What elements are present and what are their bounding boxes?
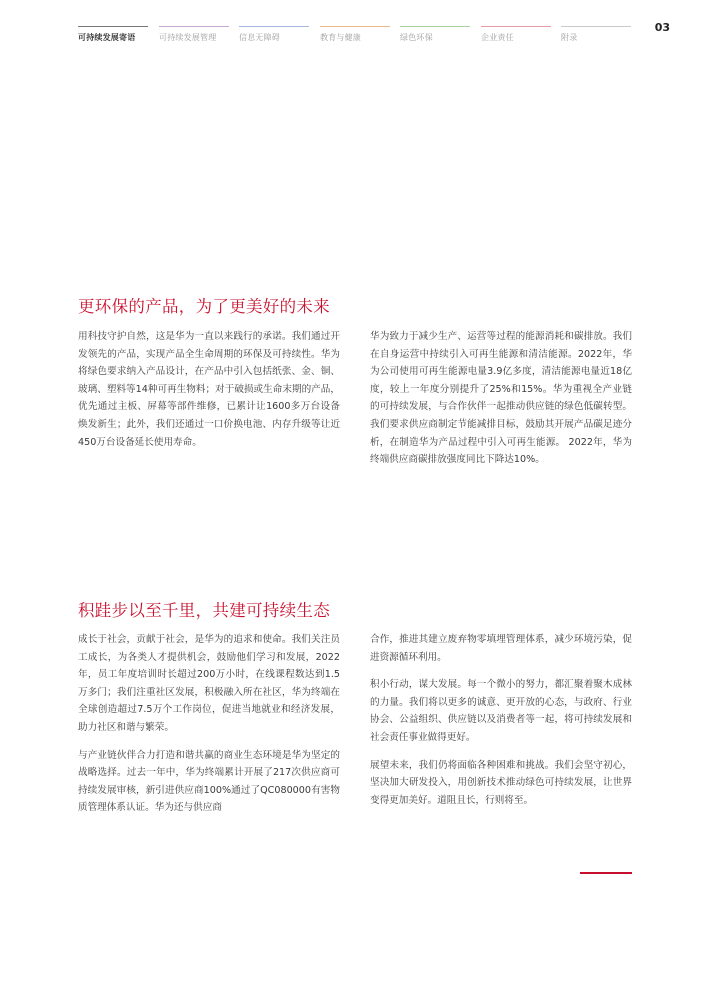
tab-underline xyxy=(481,26,551,27)
tab-underline xyxy=(400,26,470,27)
tab-underline xyxy=(78,26,148,27)
tab-label: 附录 xyxy=(561,33,578,42)
tab-label: 绿色环保 xyxy=(400,33,433,42)
section1-left-column xyxy=(78,328,340,461)
tab-label: 企业责任 xyxy=(481,33,514,42)
tab-underline xyxy=(239,26,309,27)
footer-accent-line xyxy=(580,872,632,874)
tab-underline xyxy=(561,26,631,27)
tab-label: 可持续发展寄语 xyxy=(78,33,136,42)
tab-underline xyxy=(320,26,390,27)
section2-right-column xyxy=(370,631,632,819)
section2-left-column xyxy=(78,631,340,827)
paragraph: 与产业链伙伴合力打造和谐共赢的商业生态环境是华为坚定的战略选择。过去一年中，华为终端累计开展了217次供应商可持续发展审核，新引进供应商100%通过了QC080000有害物质管理体系认证。华为还与供应商 xyxy=(78,749,340,814)
section-heading-sustainable-ecosystem: 积跬步以至千里，共建可持续生态 xyxy=(78,601,330,620)
paragraph: 展望未来，我们仍将面临各种困难和挑战。我们会坚守初心，坚决加大研发投入，用创新技术推动绿色可持续发展，让世界变得更加美好。道阻且长，行则将至。 xyxy=(370,759,632,806)
tab-label: 可持续发展管理 xyxy=(159,33,217,42)
paragraph: 成长于社会，贡献于社会，是华为的追求和使命。我们关注员工成长，为各类人才提供机会，鼓励他们学习和发展，2022年，员工年度培训时长超过200万小时，在线课程数达到1.5万多门；我们注重社区发展，积极融入所在社区，华为终端在全球创造超过7.5万个工作岗位，促进当地就业和经济发展，助力社区和谐与繁荣。 xyxy=(78,634,340,733)
paragraph: 用科技守护自然，这是华为一直以来践行的承诺。我们通过开发领先的产品，实现产品全生命周期的环保及可持续性。华为将绿色要求纳入产品设计，在产品中引入包括纸张、金、铜、玻璃、塑料等14种可再生物料；对于破损或生命末期的产品，优先通过主板、屏幕等部件维修，已累计让1600多万台设备焕发新生；此外，我们还通过一口价换电池、内存升级等让近450万台设备延长使用寿命。 xyxy=(78,331,340,448)
tab-label: 信息无障碍 xyxy=(239,33,280,42)
paragraph: 积小行动，谋大发展。每一个微小的努力，都汇聚着聚木成林的力量。我们将以更多的诚意、更开放的心态，与政府、行业协会、公益组织、供应链以及消费者等一起，将可持续发展和社会责任事业做得更好。 xyxy=(370,679,632,743)
tab-underline xyxy=(159,26,229,27)
tab-label: 教育与健康 xyxy=(320,33,361,42)
paragraph: 华为致力于减少生产、运营等过程的能源消耗和碳排放。我们在自身运营中持续引入可再生能源和清洁能源。2022年，华为公司使用可再生能源电量3.9亿多度，清洁能源电量近18亿度，较上一年度分别提升了25%和15%。华为重视全产业链的可持续发展，与合作伙伴一起推动供应链的绿色低碳转型。我们要求供应商制定节能减排目标，鼓励其开展产品碳足迹分析，在制造华为产品过程中引入可再生能源。 2022年，华为终端供应商碳排放强度同比下降达10%。 xyxy=(370,331,632,466)
section1-right-column xyxy=(370,328,632,479)
section-nav xyxy=(78,26,632,46)
page-number: 03 xyxy=(654,21,670,34)
section-heading-green-products: 更环保的产品，为了更美好的未来 xyxy=(78,297,330,316)
paragraph: 合作，推进其建立废弃物零填埋管理体系，减少环境污染，促进资源循环利用。 xyxy=(370,634,632,663)
